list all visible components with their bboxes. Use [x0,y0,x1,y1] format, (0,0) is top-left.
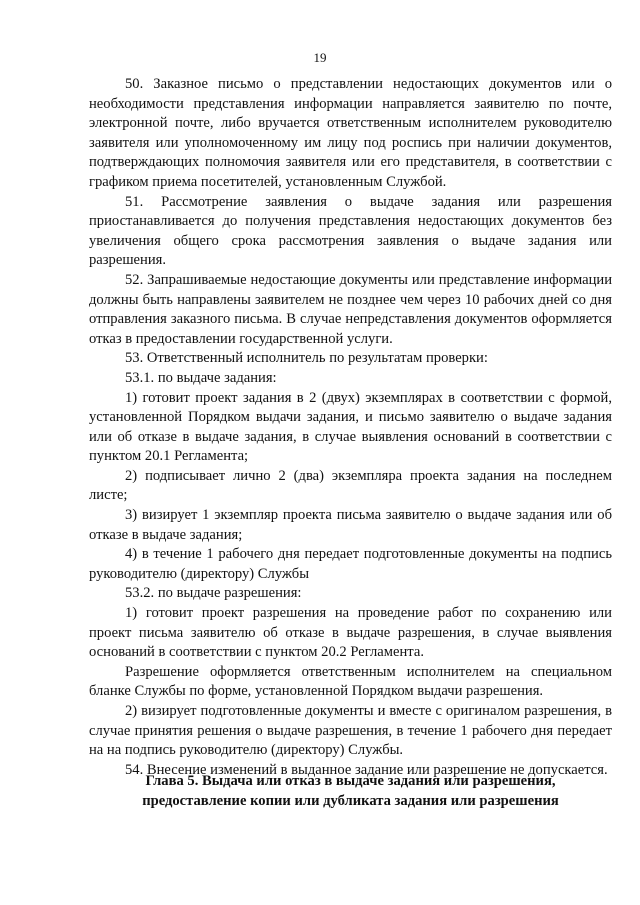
paragraph-52: 52. Запрашиваемые недостающие документы или представление информации должны быть направлены заявителем не позднее чем через 10 рабочих дней со дня отправления заказного письма. В случае непредставления документов оформляется отказ в предоставлении государственной услуги. [89,271,612,347]
chapter-heading-line-2: предоставление копии или дубликата задания или разрешения [142,792,559,809]
paragraph-53-1: 53.1. по выдаче задания: [125,369,277,386]
paragraph-53-1-item-4: 4) в течение 1 рабочего дня передает подготовленные документы на подпись руководителю (директору) Службы [89,546,612,582]
paragraph-54: 54. Внесение изменений в выданное задание или разрешение не допускается. [125,761,608,778]
paragraph-permit-form: Разрешение оформляется ответственным исполнителем на специальном бланке Службы по форме, установленной Порядком выдачи разрешения. [89,663,612,700]
paragraph-51: 51. Рассмотрение заявления о выдаче задания или разрешения приостанавливается до получения представления недостающих документов без увеличения общего срока рассмотрения заявления о выдаче задания или разрешения. [89,193,612,269]
paragraph-53-2-item-2: 2) визирует подготовленные документы и вместе с оригиналом разрешения, в случае принятия решения о выдаче разрешения, в течение 1 рабочего дня передает на на подпись руководителю (директору) Службы. [89,703,612,759]
paragraph-53-1-item-2: 2) подписывает лично 2 (два) экземпляра проекта задания на последнем листе; [89,467,612,504]
paragraph-50: 50. Заказное письмо о представлении недостающих документов или о необходимости представления информации направляется заявителю по почте, электронной почте, либо вручается ответственным исполнителем руководителю заявителя или уполномоченному им лицу под роспись при наличии документов, подтверждающих полномочия заявителя или его представителя, в соответствии с графиком приема посетителей, установленным Службой. [89,76,612,190]
paragraph-53-1-item-1: 1) готовит проект задания в 2 (двух) экземплярах в соответствии с формой, установленной Порядком выдачи задания, и письмо заявителю о выдаче задания или об отказе в выдаче задания, в случае выявления оснований в соответствии с пунктом 20.1 Регламента; [89,389,612,465]
document-body [89,75,612,780]
chapter-heading [89,772,612,811]
paragraph-53-2-item-1: 1) готовит проект разрешения на проведение работ по сохранению или проект письма заявителю об отказе в выдаче разрешения, в случае выявления оснований в соответствии с пунктом 20.2 Регламента. [89,605,612,661]
page-number: 19 [313,50,327,65]
paragraph-53-1-item-3: 3) визирует 1 экземпляр проекта письма заявителю о выдаче задания или об отказе в выдаче задания; [89,507,612,543]
paragraph-53: 53. Ответственный исполнитель по результатам проверки: [125,350,488,367]
chapter-heading-line-1: Глава 5. Выдача или отказ в выдаче задания или разрешения, [145,773,556,789]
paragraph-53-2: 53.2. по выдаче разрешения: [125,585,302,602]
